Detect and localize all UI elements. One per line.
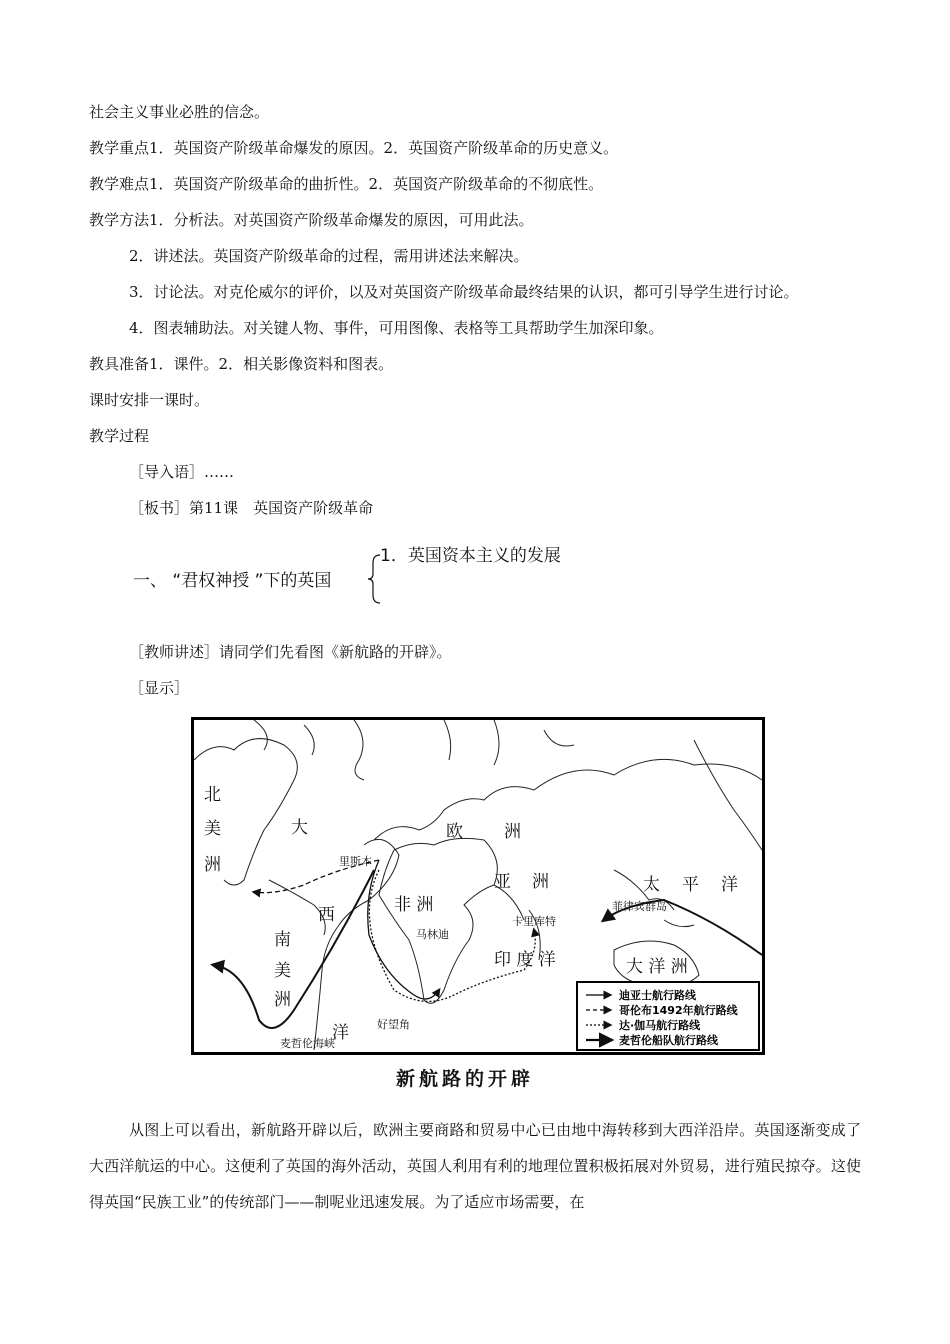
map-label: 洲 [504, 822, 521, 842]
section-heading: 教学过程 [89, 427, 150, 445]
method-item-2: 2．讲述法。英国资产阶级革命的过程，需用讲述法来解决。 [129, 247, 529, 265]
map-label: 麦哲伦海峡 [280, 1037, 335, 1050]
legend-columbus: 哥伦布1492年航行路线 [619, 1004, 738, 1017]
map-label: 大 [291, 818, 308, 838]
body-paragraph: 从图上可以看出，新航路开辟以后，欧洲主要商路和贸易中心已由地中海转移到大西洋沿岸。英国逐渐变成了大西洋航运的中心。这便利了英国的海外活动，英国人利用有利的地理位置积极拓展对外贸易，进行殖民掠夺。这使得英国“民族工业”的传统部门——制呢业迅速发展。为了适应市场需要，在 [89, 1121, 861, 1211]
method-item-3: 3．讨论法。对克伦威尔的评价，以及对英国资产阶级革命最终结果的认识，都可引导学生进行讨论。 [129, 283, 799, 301]
voyage-map [191, 717, 765, 1055]
board-heading: 一、 “君权神授 ”下的英国 [133, 571, 332, 591]
display-label: ［显示］ [129, 679, 190, 697]
text-line: 社会主义事业必胜的信念。 [89, 103, 270, 121]
map-label: 美 [274, 961, 291, 981]
teaching-method: 教学方法1．分析法。对英国资产阶级革命爆发的原因，可用此法。 [89, 211, 534, 229]
map-label: 洲 [532, 872, 549, 892]
legend-da-gama: 达·伽马航行路线 [619, 1019, 701, 1032]
map-label: 美 [204, 819, 221, 839]
map-label: 西 [318, 905, 335, 925]
map-label: 非 洲 [394, 895, 434, 915]
map-legend [577, 982, 759, 1050]
map-label: 欧 [446, 822, 463, 842]
legend-magellan: 麦哲伦船队航行路线 [619, 1034, 718, 1047]
map-label: 亚 [494, 872, 511, 892]
map-label: 菲律宾群岛 [612, 900, 667, 913]
map-label: 大 洋 洲 [626, 957, 688, 977]
teaching-difficulty: 教学难点1．英国资产阶级革命的曲折性。2．英国资产阶级革命的不彻底性。 [89, 175, 604, 193]
map-svg [194, 720, 762, 1052]
map-label: 好望角 [377, 1018, 410, 1031]
teaching-aids: 教具准备1．课件。2．相关影像资料和图表。 [89, 355, 394, 373]
map-label: 印 度 洋 [494, 950, 556, 970]
map-label: 洋 [721, 875, 738, 895]
map-label: 洲 [274, 990, 291, 1010]
map-label: 卡里库特 [512, 915, 556, 928]
map-label: 平 [682, 875, 699, 895]
board-item-1: 1．英国资本主义的发展 [380, 546, 561, 566]
legend-dias: 迪亚士航行路线 [619, 989, 696, 1002]
intro-line: ［导入语］…… [129, 463, 235, 481]
method-item-4: 4．图表辅助法。对关键人物、事件，可用图像、表格等工具帮助学生加深印象。 [129, 319, 664, 337]
teacher-narration: ［教师讲述］请同学们先看图《新航路的开辟》。 [129, 643, 452, 661]
map-label: 洋 [332, 1023, 349, 1043]
map-label: 北 [204, 785, 221, 805]
map-label: 里斯本 [339, 855, 372, 868]
map-label: 南 [274, 930, 291, 950]
map-label: 洲 [204, 855, 221, 875]
map-label: 太 [643, 875, 660, 895]
class-schedule: 课时安排一课时。 [89, 391, 210, 409]
teaching-focus: 教学重点1．英国资产阶级革命爆发的原因。2．英国资产阶级革命的历史意义。 [89, 139, 619, 157]
board-title: ［板书］第11课 英国资产阶级革命 [129, 499, 374, 517]
map-label: 马林迪 [416, 928, 449, 941]
map-caption: 新航路的开辟 [396, 1068, 535, 1090]
